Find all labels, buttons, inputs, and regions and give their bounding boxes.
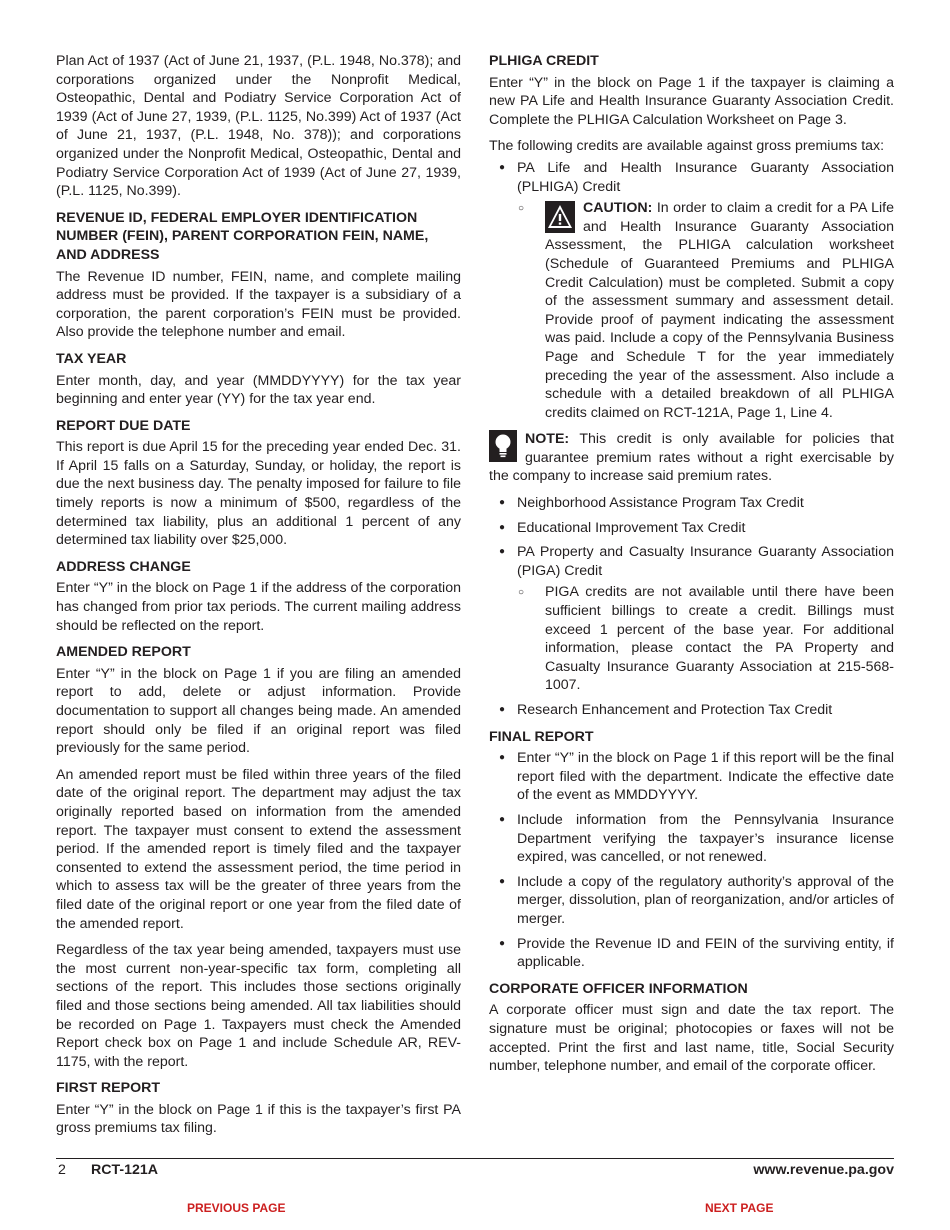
final-report-list [489, 749, 894, 972]
officer-heading: CORPORATE OFFICER INFORMATION [489, 980, 748, 997]
note-label: NOTE: [525, 431, 570, 448]
due-date-body: This report is due April 15 for the preceding year ended Dec. 31. If April 15 falls on a Saturday, Sunday, or holiday, the report is due the next business day. The penalty imposed for failure to file timely reports is now a minimum of $500, regardless of the determined tax liability, plus an additional 1 percent of any determined tax liability over $25,000. [56, 439, 461, 549]
plhiga-heading: PLHIGA CREDIT [489, 53, 599, 69]
form-id: RCT-121A [91, 1162, 159, 1178]
credits-intro: The following credits are available against gross premiums tax: [489, 138, 885, 155]
credit-piga: PA Property and Casualty Insurance Guaranty Association (PIGA) Credit [517, 544, 894, 579]
credits-list [489, 159, 894, 422]
first-report-heading: FIRST REPORT [56, 1080, 161, 1097]
warning-icon [545, 201, 575, 233]
website-url: www.revenue.pa.gov [753, 1162, 894, 1178]
list-item: ● Include a copy of the regulatory authority’s approval of the merger, dissolution, plan of reorganization, and/or articles of merger. [489, 873, 894, 929]
revenue-id-heading: REVENUE ID, FEDERAL EMPLOYER IDENTIFICATION NUMBER (FEIN), PARENT CORPORATION FEIN, NAME, AND ADDRESS [56, 209, 429, 263]
next-page-link[interactable]: NEXT PAGE [705, 1201, 774, 1215]
previous-page-link[interactable]: PREVIOUS PAGE [187, 1201, 286, 1215]
address-change-body: Enter “Y” in the block on Page 1 if the address of the corporation has changed from prior tax periods. The current mailing address should be reflected on the report. [56, 580, 461, 634]
amended-report-heading: AMENDED REPORT [56, 644, 191, 661]
revenue-id-body: The Revenue ID number, FEIN, name, and complete mailing address must be provided. If the taxpayer is a subsidiary of a corporation, the parent corporation’s FEIN must be provided. Also provide the telephone number and email. [56, 268, 461, 341]
note-text: This credit is only available for policies that guarantee premium rates without a right exercisable by the company to increase said premium rates. [489, 431, 894, 485]
caution-label: CAUTION: [583, 200, 653, 217]
circle-bullet-icon: ○ [518, 587, 525, 599]
credits-list-continued [489, 494, 894, 720]
note-block [489, 430, 894, 486]
list-item: ● Enter “Y” in the block on Page 1 if this report will be the final report filed with the department. Indicate the effective date of the event as MMDDYYYY. [489, 749, 894, 805]
footer-divider [56, 1158, 894, 1159]
first-report-body: Enter “Y” in the block on Page 1 if this is the taxpayer’s first PA gross premiums tax filing. [56, 1101, 461, 1137]
circle-bullet-icon: ○ [518, 203, 525, 215]
lightbulb-icon [489, 430, 517, 462]
caution-text: In order to claim a credit for a PA Life and Health Insurance Guaranty Association Assessment, the PLHIGA calculation worksheet (Schedule of Guaranteed Premiums and PLHIGA Credit Calculation) must be completed. Submit a copy of the assessment summary and assessment detail. Provide proof of payment indicating the assessment was paid. Include a copy of the Pennsylvania Business Page and Schedule T for the year immediately preceding the year of the assessment. Also include a schedule with a detailed breakdown of all PLHIGA credits claimed on RCT-121A, Page 1, Line 4. [545, 200, 894, 421]
credit-research: Research Enhancement and Protection Tax Credit [517, 702, 833, 718]
credit-educational: Educational Improvement Tax Credit [517, 519, 746, 536]
amended-report-p3: Regardless of the tax year being amended, taxpayers must use the most current non-year-specific tax form, completing all sections of the report. This includes those sections originally filed and those sections being amended. All tax liabilities should be recorded on Page 1. Taxpayers must check the Amended Report check box on Page 1 and include Schedule AR, REV-1175, with the report. [56, 942, 461, 1070]
list-item [489, 543, 894, 695]
piga-sub-item [517, 583, 894, 695]
amended-report-p1: Enter “Y” in the block on Page 1 if you are filing an amended report to add, delete or adjust information. Provide documentation to support all changes being made. An amended report should only be filed if an original report was filed previously for the same period. [56, 665, 461, 757]
address-change-heading: ADDRESS CHANGE [56, 558, 191, 575]
tax-year-body: Enter month, day, and year (MMDDYYYY) for the tax year beginning and enter year (YY) for the tax year end. [56, 372, 461, 408]
tax-year-heading: TAX YEAR [56, 350, 127, 367]
officer-body: A corporate officer must sign and date the tax report. The signature must be original; photocopies or faxes will not be accepted. Print the first and last name, title, Social Security number, telephone number, and email of the corporate officer. [489, 1002, 894, 1075]
list-item [489, 519, 894, 538]
plhiga-body: Enter “Y” in the block on Page 1 if the taxpayer is claiming a new PA Life and Health Insurance Guaranty Association Credit. Complete the PLHIGA Calculation Worksheet on Page 3. [489, 74, 894, 128]
page-number: 2 [58, 1162, 66, 1178]
piga-sub-text: PIGA credits are not available until there have been sufficient billings to create a credit. Billings must exceed 1 percent of the base year. For additional information, please contact the PA Property and Casualty Insurance Guaranty Association at 215-568-1007. [545, 584, 894, 694]
final-report-heading: FINAL REPORT [489, 728, 594, 745]
list-item [489, 159, 894, 422]
credit-plhiga: PA Life and Health Insurance Guaranty Association (PLHIGA) Credit [517, 159, 894, 195]
caution-block [517, 199, 894, 422]
list-item: ● Provide the Revenue ID and FEIN of the surviving entity, if applicable. [489, 935, 894, 972]
amended-report-p2: An amended report must be filed within three years of the filed date of the original report. The department may adjust the tax originally reported based on information from the amended report. The taxpayer must consent to extend the assessment period. If the amended report is timely filed and the taxpayer consented to extend the assessment period, the time period in which to assess tax will be the greater of three years from the filed date of the original report or one year from the filed date of the amended report. [56, 766, 461, 932]
due-date-heading: REPORT DUE DATE [56, 417, 191, 434]
credit-neighborhood: Neighborhood Assistance Program Tax Credit [517, 495, 804, 512]
list-item: ● Include information from the Pennsylvania Insurance Department verifying the taxpayer’s insurance license expired, was cancelled, or not renewed. [489, 811, 894, 867]
intro-paragraph: Plan Act of 1937 (Act of June 21, 1937, (P.L. 1948, No.378); and corporations organized under the Nonprofit Medical, Osteopathic, Dental and Podiatry Service Corporation Act of 1939 (Act of June 27, 1939, (P.L. 1125, No.399) Act of 1937 (Act of June 21, 1937, (P.L. 1948, No. 378)); and corporations organized under the Nonprofit Medical, Osteopathic, Dental and Podiatry Service Corporation Act of 1939 (Act of June 27, 1939, (P.L. 1125, No.399). [56, 53, 461, 200]
right-column [489, 52, 894, 1084]
list-item [489, 701, 894, 720]
list-item [489, 494, 894, 513]
left-column [56, 52, 461, 1146]
